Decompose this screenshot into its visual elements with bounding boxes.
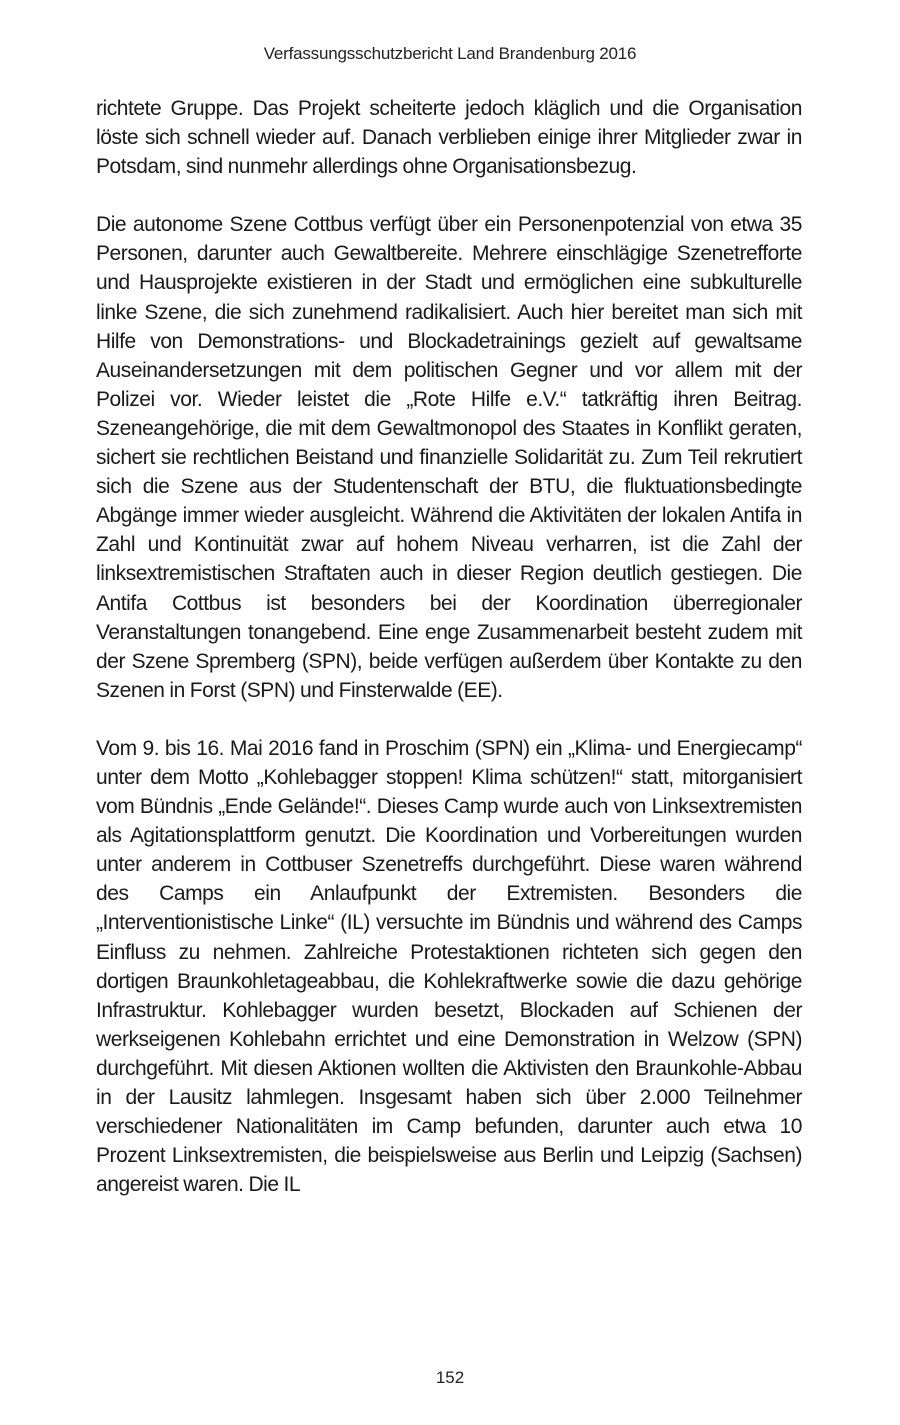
paragraph-3: Vom 9. bis 16. Mai 2016 fand in Proschim (SPN) ein „Klima- und Energiecamp“ unter dem Motto „Kohlebagger stoppen! Klima schützen!“ statt, mitorganisiert vom Bündnis „Ende Gelände!“. Dieses Camp wurde auch von Linksextremisten als Agitationsplattform genutzt. Die Koordination und Vorbereitungen wurden unter anderem in Cottbuser Szenetreffs durchgeführt. Diese waren während des Camps ein Anlaufpunkt der Extremisten. Besonders die „Interventionistische Linke“ (IL) versuchte im Bündnis und während des Camps Einfluss zu nehmen. Zahlreiche Protestaktionen richteten sich gegen den dortigen Braunkohletageabbau, die Kohlekraftwerke sowie die dazu gehörige Infrastruktur. Kohlebagger wurden besetzt, Blockaden auf Schienen der werkseigenen Kohlebahn errichtet und eine Demonstration in Welzow (SPN) durchgeführt. Mit diesen Aktionen wollten die Aktivisten den Braunkohle-Abbau in der Lausitz lahmlegen. Insgesamt haben sich über 2.000 Teilnehmer verschiedener Nationalitäten im Camp befunden, darunter auch etwa 10 Prozent Linksextremisten, die beispielsweise aus Berlin und Leipzig (Sachsen) angereist waren. Die IL (96, 736, 802, 1197)
running-header: Verfassungsschutzbericht Land Brandenburg 2016 (263, 44, 637, 63)
body-text (96, 94, 802, 1199)
paragraph-2: Die autonome Szene Cottbus verfügt über ein Personenpotenzial von etwa 35 Personen, darunter auch Gewaltbereite. Mehrere einschlägige Szenetrefforte und Hausprojekte existieren in der Stadt und ermöglichen eine subkulturelle linke Szene, die sich zunehmend radikalisiert. Auch hier bereitet man sich mit Hilfe von Demonstrations- und Blockadetrainings gezielt auf gewaltsame Auseinandersetzungen mit dem politischen Gegner und vor allem mit der Polizei vor. Wieder leistet die „Rote Hilfe e.V.“ tatkräftig ihren Beitrag. Szeneangehörige, die mit dem Gewaltmonopol des Staates in Konflikt geraten, sichert sie rechtlichen Beistand und finanzielle Solidarität zu. Zum Teil rekrutiert sich die Szene aus der Studentenschaft der BTU, die fluktuationsbedingte Abgänge immer wieder ausgleicht. Während die Aktivitäten der lokalen Antifa in Zahl und Kontinuität zwar auf hohem Niveau verharren, ist die Zahl der linksextremistischen Straftaten auch in dieser Region deutlich gestiegen. Die Antifa Cottbus ist besonders bei der Koordination überregionaler Veranstaltungen tonangebend. Eine enge Zusammenarbeit besteht zudem mit der Szene Spremberg (SPN), beide verfügen außerdem über Kontakte zu den Szenen in Forst (SPN) und Finsterwalde (EE). (96, 213, 802, 702)
paragraph-1: richtete Gruppe. Das Projekt scheiterte jedoch kläglich und die Organisation löste sich schnell wieder auf. Danach verblieben einige ihrer Mitglieder zwar in Potsdam, sind nunmehr allerdings ohne Organisationsbezug. (96, 97, 802, 179)
page-number: 152 (435, 1368, 465, 1387)
